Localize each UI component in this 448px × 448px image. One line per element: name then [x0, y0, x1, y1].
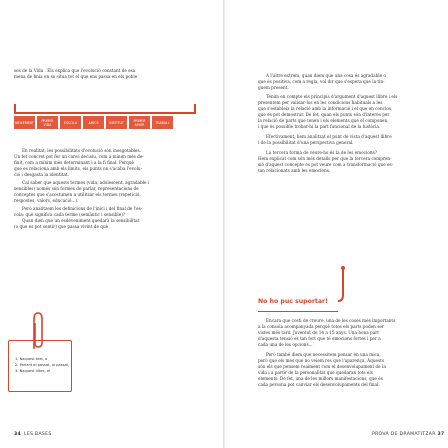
timeline-label: PRIMER VIDA	[37, 116, 58, 129]
text-line: Hem explicat com són més detalls per que la tercera compren-	[258, 156, 392, 161]
text-line: Tenim en compte els principis d'argument d'aquest llibre i els	[266, 94, 398, 99]
timeline-label: AMICS	[83, 116, 104, 129]
timeline-label: PRIMER AMOR	[129, 116, 150, 129]
text-line: i de la possibilitat d'una perspectiva general.	[258, 140, 354, 145]
text-line: però que els mes que no veiem res que l'aparença. Aquests	[258, 358, 384, 363]
text-line: i que és possible trobar-hi la part funcional de la història.	[258, 124, 381, 129]
text-line: conceptes que s'acostumen a utilitzar els termes (repetició,	[14, 192, 141, 197]
note-item: 3. Naquest llibre, el	[15, 369, 51, 373]
text-line: respostes, valors, educació...).	[14, 198, 79, 203]
text-line: que es relaciona amb els límits, els punts on s'acaba l'evolu-	[14, 166, 142, 171]
text-line: que es pot demostrar. De fet, quan els punts són d'interès per	[258, 112, 390, 117]
text-line: tan relacionats amb les emocions.	[258, 168, 331, 173]
text-line: A l'altre extrem, quan diem que una cosa és agradable o	[266, 73, 386, 78]
text-line: sió d'aquest concepte es pot veure com a transformació que es-	[258, 162, 394, 167]
life-timeline	[14, 100, 196, 140]
timeline-tick	[194, 104, 196, 113]
running-title: PROVA DE DRAMATITZAR	[372, 432, 436, 437]
text-line: cada una de les opcions...	[258, 342, 313, 347]
timeline-label: INSTITUT	[106, 116, 127, 129]
text-line: presentem per validar-los en les condicions habituals a les	[258, 100, 383, 105]
page-number: 34	[14, 432, 21, 437]
text-line: cola: què significa cada terme (semàntic i sensible)?	[14, 212, 126, 217]
text-line: finit, com a mínim més determinant i a la fi final. Perquè	[14, 160, 135, 165]
text-line: Un fet concret pot fer un canvi decisiu, com a mínim més de-	[14, 154, 144, 159]
section-heading: No ho puc suportar!	[258, 298, 328, 305]
timeline-label: TRABALL	[152, 116, 173, 129]
paperclip-icon	[29, 311, 47, 353]
text-line: Efectivament, hem analitzat el punt de vista d'aquest llibre	[266, 134, 392, 139]
page-number: 37	[437, 432, 445, 437]
running-title: LES BASES	[24, 432, 52, 437]
note-item: 1. Naquest text, a	[15, 357, 48, 361]
heading-rule	[258, 311, 338, 312]
note-item: 2. Parlant el passat, al passat,	[15, 363, 70, 367]
text-line: la relació de parts que tenen i els elements que el componen,	[258, 118, 389, 123]
text-line: a la consola acompanyada perquè totes els parts poden ser	[258, 324, 384, 329]
text-line: que s'estableix la relació amb la informació i el que en conclou	[258, 106, 392, 111]
text-line: ció i desgasta la identitat.	[14, 172, 69, 177]
text-line: Però també diem que necessitem pensar en una mica,	[266, 352, 381, 357]
text-line: Quan dien que un esdeveniment quedarà la sensibilitat	[22, 218, 140, 223]
text-line: vida i a partir de la personalitat que quedaran tots els	[258, 370, 373, 375]
text-line: La tercera forma de veure-ho és la de les emocions?	[266, 150, 377, 155]
timeline-label: NEIXEMENT	[14, 116, 35, 129]
notes-list	[9, 356, 69, 374]
text-line: (o que es pot sentir) que passa vivint de què	[14, 224, 109, 229]
intro-line-1: ses de la Vida . Els explica que l'evolució constant de esa	[14, 68, 136, 73]
text-line: vistes més tard. Juventut de 14 a 15 anys. Una bona part	[258, 330, 379, 335]
intro-line-2: mena de línia en se situa tot el que ens passa en els poble	[14, 74, 138, 79]
timeline-labels	[14, 116, 173, 129]
text-line: Però analitzem les definicions de l'inici i del final de l'es-	[22, 206, 143, 211]
text-line: que és positiva, com a regla, vol dir que s'espera que la tin-	[258, 79, 385, 84]
text-line: elements. De fet, una de les millors manifestacions, que és	[258, 376, 383, 381]
timeline-axis	[14, 112, 196, 114]
text-line: d'aquesta tensió es tan fort que té emocions fortes i per a	[258, 336, 381, 341]
text-line: Cal saber que aquests termes (vida, adolescent, agradable i	[22, 180, 150, 185]
text-line: guem present.	[258, 85, 289, 90]
notes-box	[8, 340, 72, 392]
text-line: cada persona pot canviar els desenvolupaments del final.	[258, 382, 380, 387]
text-line: En realitat, les possibilitats d'evolució són inesgotables.	[22, 148, 141, 153]
text-line: són els que pensem realment com el desenvolupament de la	[258, 364, 386, 369]
left-footer	[14, 432, 52, 437]
timeline-tick	[14, 104, 16, 113]
text-line: Encara que costi de creure, una de les coses més importants	[266, 318, 396, 323]
text-line: sensibles) només són formes de parlar, representacions de	[14, 186, 139, 191]
right-footer	[372, 432, 448, 437]
hook-icon	[333, 265, 353, 305]
timeline-label: ESCOLA	[60, 116, 81, 129]
